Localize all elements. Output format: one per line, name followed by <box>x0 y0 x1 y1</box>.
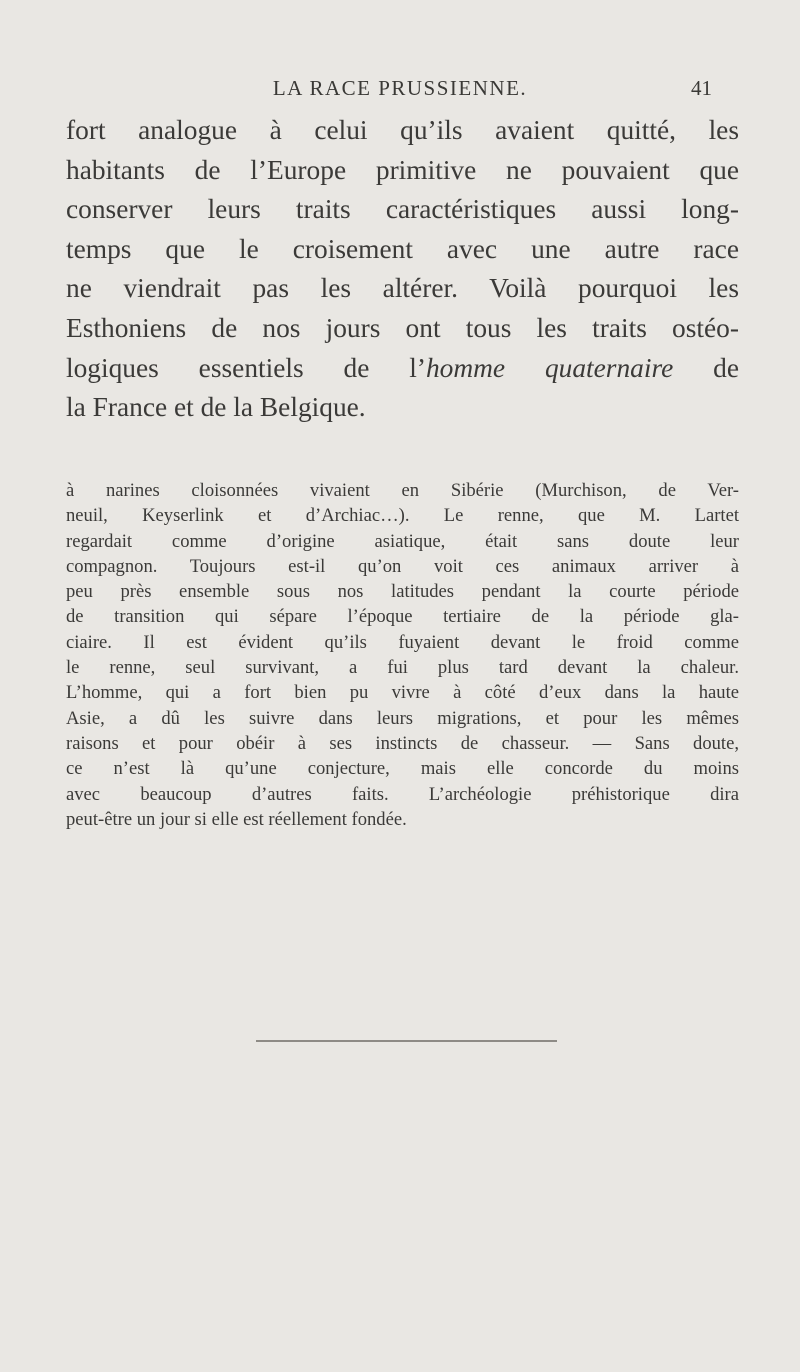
text-fragment: logiques essentiels de <box>66 352 410 383</box>
main-paragraph <box>66 111 739 428</box>
footnote-line: à narines cloisonnées vivaient en Sibérie (Murchison, de Ver- <box>66 480 739 501</box>
text-line: fort analogue à celui qu’ils avaient quitté, les <box>66 115 739 145</box>
text-line: ne viendrait pas les altérer. Voilà pourquoi les <box>66 273 739 304</box>
text-line: Esthoniens de nos jours ont tous les traits ostéo- <box>66 312 739 343</box>
footnote-line: peut-être un jour si elle est réellement fondée. <box>66 808 407 830</box>
footnote-line: le renne, seul survivant, a fui plus tard devant la chaleur. <box>66 657 739 679</box>
running-title: LA RACE PRUSSIENNE. <box>272 76 528 100</box>
footnote-line: Asie, a dû les suivre dans leurs migrations, et pour les mêmes <box>66 707 739 729</box>
page-number: 41 <box>691 76 712 100</box>
footnote-line: avec beaucoup d’autres faits. L’archéologie préhistorique dira <box>66 783 739 805</box>
text-fragment: l’ <box>409 352 426 383</box>
footnote-line: regardait comme d’origine asiatique, était sans doute leur <box>66 530 739 552</box>
footnote <box>66 478 739 832</box>
text-fragment: de <box>673 352 739 383</box>
footnote-rule <box>256 1040 557 1042</box>
footnote-line: de transition qui sépare l’époque tertiaire de la période gla- <box>66 606 739 628</box>
footnote-line: compagnon. Toujours est-il qu’on voit ces animaux arriver à <box>66 555 739 577</box>
footnote-line: raisons et pour obéir à ses instincts de chasseur. — Sans doute, <box>66 732 739 754</box>
footnote-line: ce n’est là qu’une conjecture, mais elle concorde du moins <box>66 758 739 780</box>
footnote-line: neuil, Keyserlink et d’Archiac…). Le renne, que M. Lartet <box>66 505 739 527</box>
italic-term: homme quaternaire <box>425 352 674 383</box>
text-line: habitants de l’Europe primitive ne pouvaient que <box>66 154 739 185</box>
text-line: temps que le croisement avec une autre race <box>66 233 739 264</box>
footnote-line: peu près ensemble sous nos latitudes pendant la courte période <box>66 581 739 603</box>
running-head <box>0 76 800 102</box>
footnote-line: L’homme, qui a fort bien pu vivre à côté d’eux dans la haute <box>66 682 739 704</box>
footnote-line: ciaire. Il est évident qu’ils fuyaient devant le froid comme <box>66 631 739 653</box>
text-line: conserver leurs traits caractéristiques aussi long- <box>66 194 739 225</box>
text-line-with-italic <box>66 349 739 389</box>
text-line: la France et de la Belgique. <box>66 392 366 423</box>
